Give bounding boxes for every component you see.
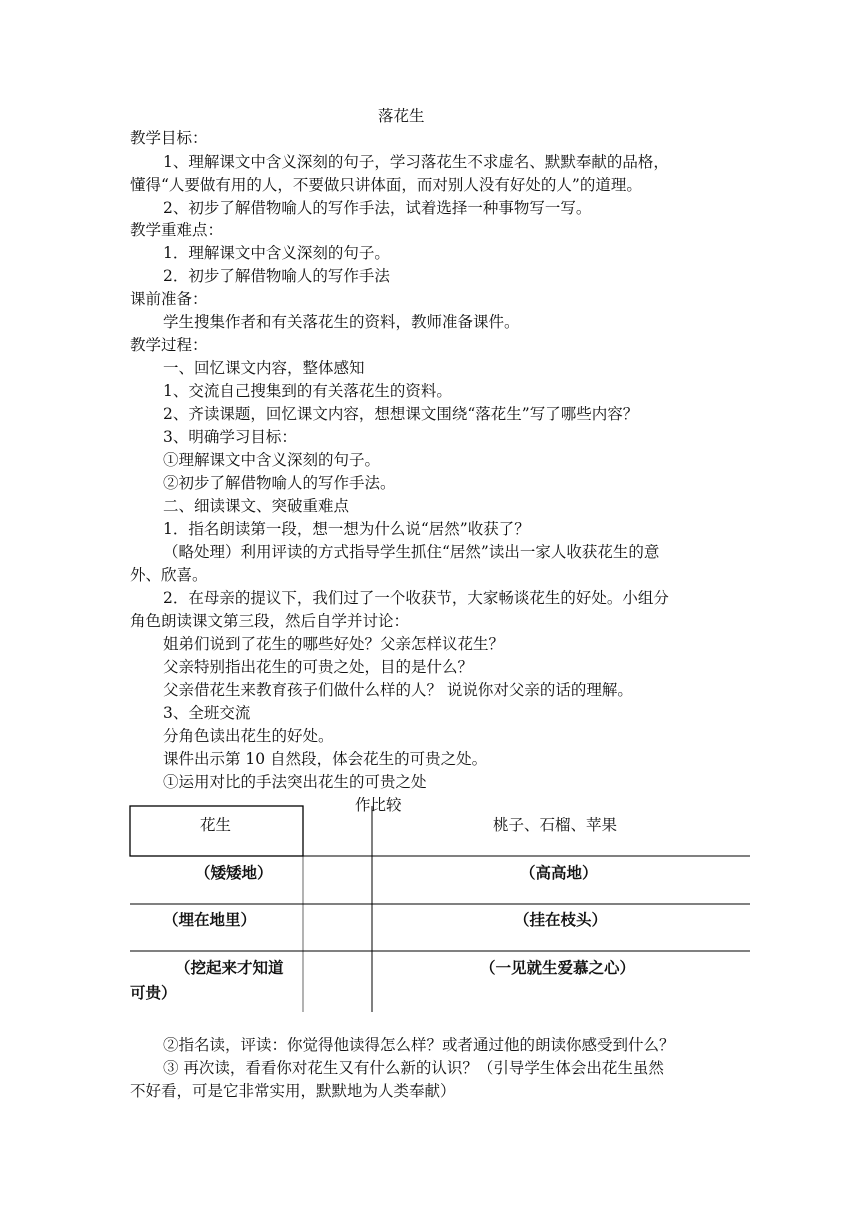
question-2-line-1: 2．在母亲的提议下，我们过了一个收获节，大家畅谈花生的好处。小组分 — [163, 589, 669, 607]
learning-goal-a: ①理解课文中含义深刻的句子。 — [163, 451, 381, 469]
comparison-row-1-left: （矮矮地） — [195, 863, 273, 882]
goal-1-line-2: 懂得“人要做有用的人，不要做只讲体面，而对别人没有好处的人”的道理。 — [130, 176, 642, 194]
comparison-row-3-left-line-1: （挖起来才知道 — [175, 958, 284, 977]
question-1-note-line-2: 外、欣喜。 — [130, 566, 208, 584]
preparation-heading: 课前准备： — [130, 290, 208, 308]
comparison-row-1-right: （高高地） — [520, 863, 598, 882]
comparison-row-2-left: （埋在地里） — [163, 910, 257, 929]
question-3-b: 课件出示第 10 自然段，体会花生的可贵之处。 — [163, 750, 488, 768]
comparison-row-2-right: （挂在枝头） — [514, 910, 608, 929]
question-3: 3、全班交流 — [163, 704, 251, 722]
comparison-header-right: 桃子、石榴、苹果 — [493, 816, 618, 834]
page-title: 落花生 — [378, 107, 425, 125]
after-step-2-line-1: ③ 再次读，看看你对花生又有什么新的认识？（引导学生体会出花生虽然 — [163, 1059, 664, 1077]
comparison-caption: 作比较 — [355, 796, 402, 814]
discussion-2: 父亲特别指出花生的可贵之处，目的是什么？ — [163, 658, 474, 676]
process-step-3: 3、明确学习目标： — [163, 428, 297, 446]
comparison-header-left: 花生 — [200, 816, 232, 834]
preparation-text: 学生搜集作者和有关落花生的资料，教师准备课件。 — [163, 313, 520, 331]
comparison-row-3-right: （一见就生爱慕之心） — [480, 958, 636, 977]
process-part-2-heading: 二、细读课文、突破重难点 — [163, 497, 350, 515]
comparison-row-3-left-line-2: 可贵） — [130, 983, 177, 1002]
question-1-note-line-1: （略处理）利用评读的方式指导学生抓住“居然”读出一家人收获花生的意 — [163, 543, 660, 561]
after-step-1: ②指名读，评读：你觉得他读得怎么样？或者通过他的朗读你感受到什么？ — [163, 1036, 675, 1054]
key-points-heading: 教学重难点： — [130, 221, 224, 239]
key-point-1: 1．理解课文中含义深刻的句子。 — [163, 244, 390, 262]
process-step-2: 2、齐读课题，回忆课文内容，想想课文围绕“落花生”写了哪些内容？ — [163, 405, 639, 423]
goal-1-line-1: 1、理解课文中含义深刻的句子，学习落花生不求虚名、默默奉献的品格， — [163, 153, 669, 171]
process-step-1: 1、交流自己搜集到的有关落花生的资料。 — [163, 382, 452, 400]
question-1: 1．指名朗读第一段，想一想为什么说“居然”收获了？ — [163, 520, 530, 538]
goals-heading: 教学目标： — [130, 129, 208, 147]
after-step-2-line-2: 不好看，可是它非常实用，默默地为人类奉献） — [130, 1082, 456, 1100]
process-heading: 教学过程： — [130, 336, 208, 354]
discussion-3: 父亲借花生来教育孩子们做什么样的人？ 说说你对父亲的话的理解。 — [163, 681, 633, 699]
key-point-2: 2．初步了解借物喻人的写作手法 — [163, 267, 390, 285]
process-part-1-heading: 一、回忆课文内容，整体感知 — [163, 359, 365, 377]
question-3-a: 分角色读出花生的好处。 — [163, 727, 334, 745]
goal-2: 2、初步了解借物喻人的写作手法，试着选择一种事物写一写。 — [163, 199, 592, 217]
question-2-line-2: 角色朗读课文第三段，然后自学并讨论： — [130, 612, 410, 630]
learning-goal-b: ②初步了解借物喻人的写作手法。 — [163, 474, 396, 492]
question-3-c: ①运用对比的手法突出花生的可贵之处 — [163, 773, 427, 791]
discussion-1: 姐弟们说到了花生的哪些好处？父亲怎样议花生？ — [163, 635, 505, 653]
